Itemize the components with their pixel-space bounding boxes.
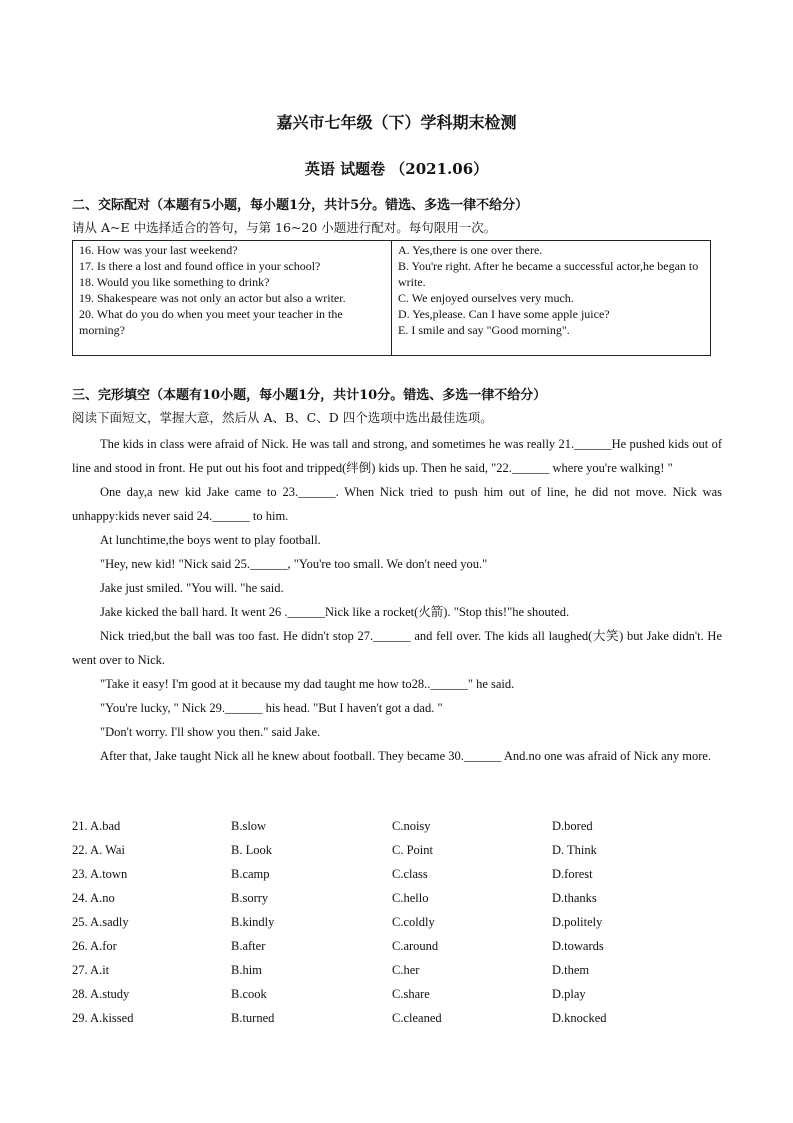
passage-paragraph: Jake kicked the ball hard. It went 26 .______Nick like a rocket(火箭). "Stop this!"he shouted. — [100, 605, 570, 619]
option-d: D.politely — [552, 915, 603, 929]
option-d: D.play — [552, 987, 586, 1001]
option-row — [72, 862, 722, 886]
option-a: 22. A. Wai — [72, 843, 125, 857]
option-c: C.around — [392, 939, 439, 953]
matching-answer: A. Yes,there is one over there. — [398, 243, 543, 257]
matching-question: 19. Shakespeare was not only an actor but also a writer. — [79, 291, 346, 305]
option-b: B.turned — [231, 1011, 275, 1025]
passage-paragraph: "Take it easy! I'm good at it because my dad taught me how to28..______" he said. — [100, 677, 515, 691]
option-row — [72, 1006, 722, 1030]
matching-question: 20. What do you do when you meet your teacher in the morning? — [79, 307, 343, 337]
option-c: C. Point — [392, 843, 433, 857]
option-c: C.cleaned — [392, 1011, 442, 1025]
matching-question: 17. Is there a lost and found office in your school? — [79, 259, 321, 273]
option-row — [72, 814, 722, 838]
matching-answer: D. Yes,please. Can I have some apple juice? — [398, 307, 610, 321]
matching-answer: B. You're right. After he became a successful actor,he began to write. — [398, 259, 699, 289]
option-row — [72, 910, 722, 934]
option-d: D.thanks — [552, 891, 597, 905]
option-a: 21. A.bad — [72, 819, 121, 833]
passage-paragraph: After that, Jake taught Nick all he knew about football. They became 30.______ And.no one was afraid of Nick any more. — [100, 749, 712, 763]
option-c: C.noisy — [392, 819, 431, 833]
option-b: B.after — [231, 939, 266, 953]
passage-paragraph: "Hey, new kid! "Nick said 25.______, "You're too small. We don't need you." — [100, 557, 488, 571]
passage-paragraph: Nick tried,but the ball was too fast. He didn't stop 27.______ and fell over. The kids all laughed(大笑) but Jake didn't. He went over to Nick. — [72, 629, 722, 667]
section3-heading: 三、完形填空（本题有10小题，每小题1分，共计10分。错选、多选一律不给分） — [72, 388, 547, 403]
section2-instruction: 请从 A~E 中选择适合的答句，与第 16~20 小题进行配对。每句限用一次。 — [72, 220, 497, 235]
matching-table — [72, 240, 711, 356]
option-row — [72, 886, 722, 910]
option-b: B.sorry — [231, 891, 269, 905]
option-b: B.him — [231, 963, 262, 977]
option-a: 23. A.town — [72, 867, 128, 881]
option-b: B.kindly — [231, 915, 275, 929]
option-a: 27. A.it — [72, 963, 110, 977]
option-row — [72, 934, 722, 958]
option-c: C.coldly — [392, 915, 435, 929]
option-b: B.cook — [231, 987, 267, 1001]
option-d: D.knocked — [552, 1011, 607, 1025]
matching-question: 18. Would you like something to drink? — [79, 275, 270, 289]
passage-paragraph: The kids in class were afraid of Nick. He was tall and strong, and sometimes he was really 21.______He pushed kids out of line and stood in front. He put out his foot and tripped(绊倒) kids up. Then he said, "22.______ where you're walking! " — [72, 437, 722, 475]
option-d: D.them — [552, 963, 590, 977]
passage-paragraph: Jake just smiled. "You will. "he said. — [100, 581, 284, 595]
option-a: 26. A.for — [72, 939, 117, 953]
option-c: C.class — [392, 867, 428, 881]
option-d: D.bored — [552, 819, 593, 833]
option-a: 28. A.study — [72, 987, 130, 1001]
matching-answer: E. I smile and say "Good morning". — [398, 323, 570, 337]
passage-paragraph: "You're lucky, " Nick 29.______ his head. "But I haven't got a dad. " — [100, 701, 443, 715]
option-d: D.forest — [552, 867, 593, 881]
passage-paragraph: One day,a new kid Jake came to 23.______. When Nick tried to push him out of line, he did not move. Nick was unhappy:kids never said 24.______ to him. — [72, 485, 722, 523]
cloze-passage — [72, 432, 722, 768]
passage-paragraph: "Don't worry. I'll show you then." said Jake. — [100, 725, 321, 739]
passage-paragraph: At lunchtime,the boys went to play football. — [100, 533, 321, 547]
option-c: C.her — [392, 963, 420, 977]
option-c: C.share — [392, 987, 430, 1001]
section2-heading: 二、交际配对（本题有5小题，每小题1分，共计5分。错选、多选一律不给分） — [72, 198, 529, 213]
option-a: 24. A.no — [72, 891, 115, 905]
option-a: 25. A.sadly — [72, 915, 129, 929]
cloze-options — [72, 814, 722, 1030]
matching-answers-column — [392, 241, 710, 355]
section3-instruction: 阅读下面短文，掌握大意，然后从 A、B、C、D 四个选项中选出最佳选项。 — [72, 410, 493, 425]
option-b: B. Look — [231, 843, 272, 857]
matching-answer: C. We enjoyed ourselves very much. — [398, 291, 574, 305]
option-d: D. Think — [552, 843, 597, 857]
matching-question: 16. How was your last weekend? — [79, 243, 238, 257]
option-d: D.towards — [552, 939, 604, 953]
exam-subtitle: 英语 试题卷 （2021.06） — [304, 160, 489, 178]
option-row — [72, 982, 722, 1006]
exam-title: 嘉兴市七年级（下）学科期末检测 — [276, 113, 517, 132]
option-row — [72, 838, 722, 862]
option-b: B.camp — [231, 867, 270, 881]
option-c: C.hello — [392, 891, 429, 905]
option-b: B.slow — [231, 819, 267, 833]
option-row — [72, 958, 722, 982]
matching-questions-column — [73, 241, 392, 355]
option-a: 29. A.kissed — [72, 1011, 134, 1025]
